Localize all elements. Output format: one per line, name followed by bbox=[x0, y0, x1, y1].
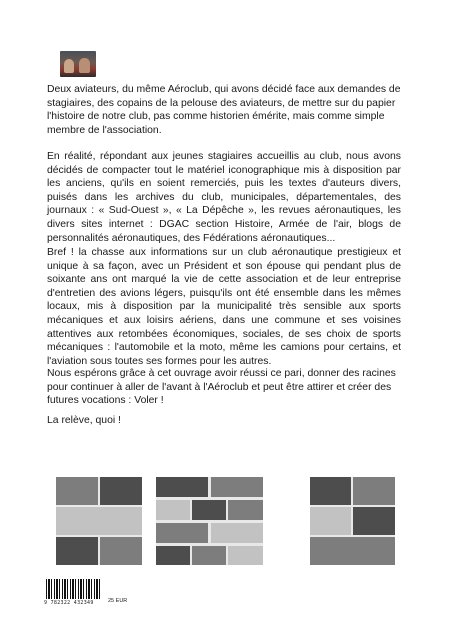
aircraft-photo bbox=[156, 546, 190, 565]
aircraft-photo bbox=[156, 477, 208, 497]
aircraft-photo bbox=[100, 477, 142, 505]
author-figure-left bbox=[64, 59, 74, 73]
isbn-barcode bbox=[46, 579, 102, 599]
aircraft-photo bbox=[228, 546, 263, 565]
aircraft-photo bbox=[100, 537, 142, 565]
aircraft-photo bbox=[228, 500, 263, 520]
tagline: La relève, quoi ! bbox=[47, 415, 121, 426]
aircraft-photo bbox=[156, 500, 190, 520]
aircraft-photo bbox=[310, 477, 351, 505]
photo-collage-middle bbox=[156, 477, 263, 565]
photo-collage-left bbox=[56, 477, 142, 565]
aircraft-photo bbox=[56, 537, 98, 565]
price-label: 25 EUR bbox=[108, 598, 128, 604]
aircraft-photo bbox=[192, 546, 226, 565]
aircraft-photo bbox=[192, 500, 226, 520]
aircraft-photo bbox=[156, 523, 208, 543]
club-history-paragraph: Bref ! la chasse aux informations sur un club aéronautique prestigieux et unique à sa façon, avec un Président et son épouse qui pendant plus de soixante ans ont marqué la vie de cette association et de leur entreprise d'entretien des avions légers, puisqu'ils ont été ensemble dans les mêmes locaux, mis à disposition par la municipalité très sensible aux sports mécaniques et aux loisirs aériens, dans une commune et ses voisines attentives aux retombées économiques, sociales, de ses choix de sports mécaniques : l'automobile et la moto, même les camions pour certains, et l'aviation sous toutes ses formes pour les autres. bbox=[47, 247, 401, 367]
intro-paragraph: Deux aviateurs, du même Aéroclub, qui avons décidé face aux demandes de stagiaires, des copains de la pelouse des aviateurs, de mettre sur du papier l'histoire de notre club, pas comme historien émérite, mais comme simple membre de l'association. bbox=[47, 84, 401, 136]
closing-paragraph: Nous espérons grâce à cet ouvrage avoir réussi ce pari, donner des racines pour continuer à aller de l'avant à l'Aéroclub et peut être attirer et créer des futures vocations : Voler ! bbox=[47, 368, 396, 407]
sources-paragraph: En réalité, répondant aux jeunes stagiaires accueillis au club, nous avons décidés de compacter tout le matériel iconographique mis à disposition par les anciens, qu'ils en soient remerciés, puis les textes d'auteurs divers, puisés dans les archives du club, municipales, départementales, des journaux : « Sud-Ouest », « La Dépêche », les revues aéronautiques, les divers sites internet : DGAC section Histoire, Armée de l'air, blogs de personnalités aéronautiques, des Fédérations aéronautiques... bbox=[47, 151, 401, 244]
authors-photo bbox=[60, 51, 96, 77]
aircraft-photo bbox=[211, 523, 263, 543]
aircraft-photo bbox=[353, 477, 395, 505]
aircraft-photo bbox=[211, 477, 263, 497]
aircraft-photo bbox=[56, 507, 142, 535]
isbn-number: 9 782322 432349 bbox=[44, 600, 94, 606]
aircraft-photo bbox=[56, 477, 98, 505]
aircraft-photo bbox=[353, 507, 395, 535]
author-figure-right bbox=[79, 58, 90, 73]
photo-collage-right bbox=[310, 477, 395, 565]
aircraft-photo bbox=[310, 537, 395, 565]
aircraft-photo bbox=[310, 507, 351, 535]
